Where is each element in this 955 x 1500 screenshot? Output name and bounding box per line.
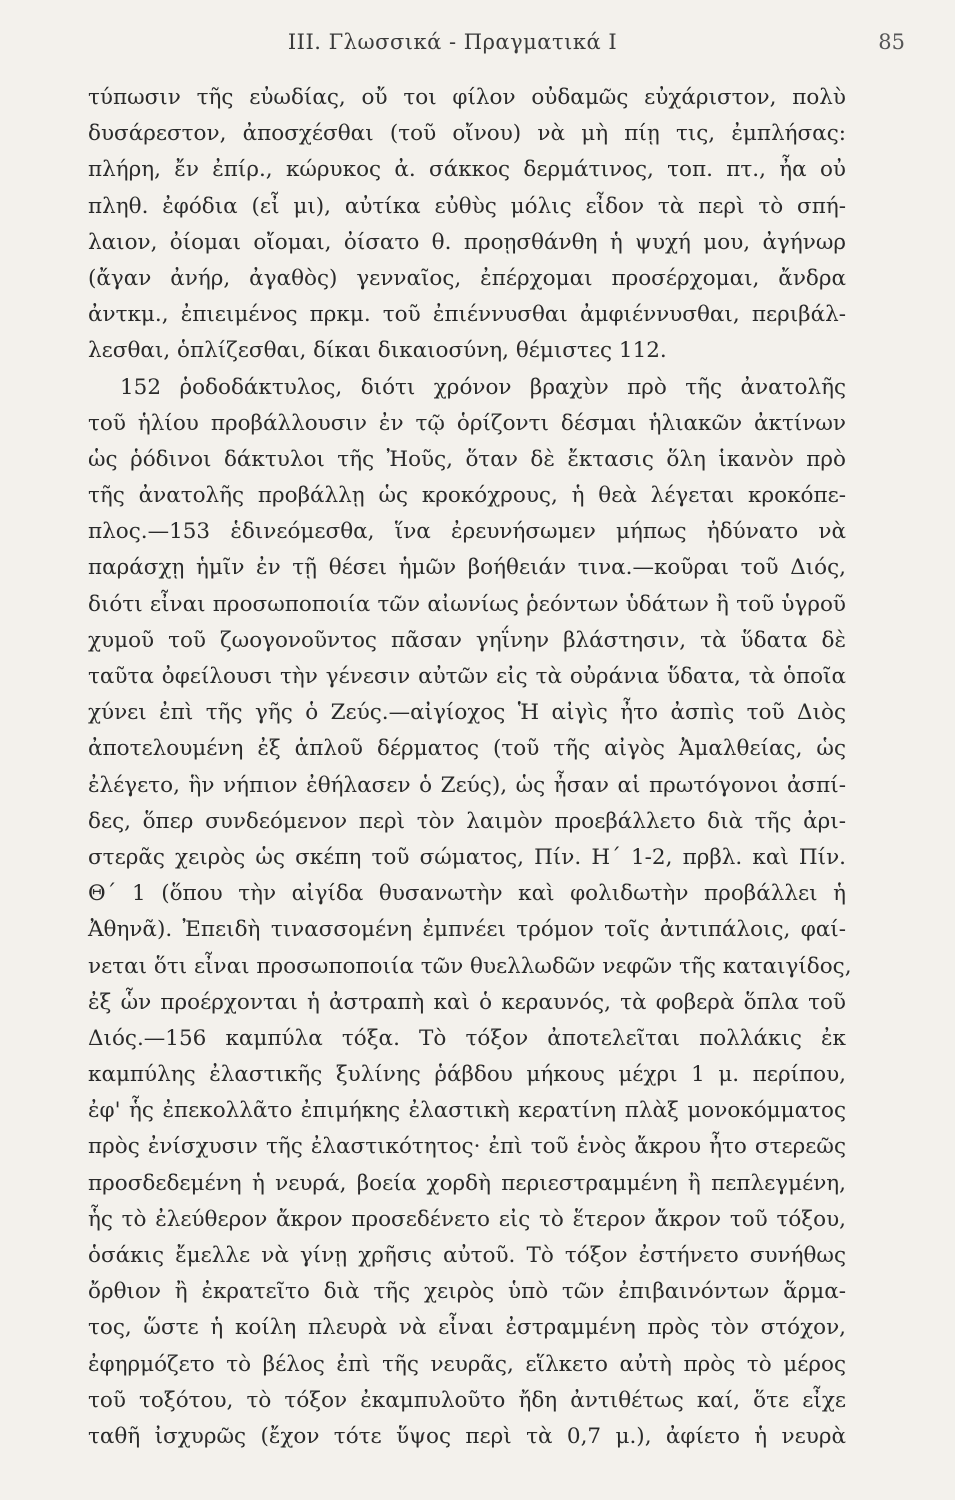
text-line: πρὸς ἐνίσχυσιν τῆς ἐλαστικότητος· ἐπὶ τοῦ ἑνὸς ἄκρου ἦτο στερεῶς (88, 1134, 846, 1160)
text-line: τοῦ τοξότου, τὸ τόξον ἐκαμπυλοῦτο ἤδη ἀντιθέτως καί, ὅτε εἶχε (88, 1387, 846, 1413)
text-line: ἐξ ὧν προέρχονται ἡ ἀστραπὴ καὶ ὁ κεραυνός, τὰ φοβερὰ ὅπλα τοῦ (88, 989, 846, 1015)
text-line: ὡς ῥόδινοι δάκτυλοι τῆς Ἠοῦς, ὅταν δὲ ἔκτασις ὅλη ἱκανὸν πρὸ (88, 446, 846, 472)
text-line: τῆς ἀνατολῆς προβάλλῃ ὡς κροκόχρους, ἡ θεὰ λέγεται κροκόπε- (88, 483, 846, 509)
running-title: ΙΙΙ. Γλωσσικά - Πραγματικά Ι (287, 30, 618, 54)
text-line: Διός.—156 καμπύλα τόξα. Τὸ τόξον ἀποτελεῖται πολλάκις ἐκ (88, 1025, 846, 1051)
text-line: πλος.—153 ἑδινεόμεσθα, ἵνα ἐρευνήσωμεν μήπως ἠδύνατο νὰ (88, 519, 846, 545)
text-line: ταῦτα ὀφείλουσι τὴν γένεσιν αὐτῶν εἰς τὰ οὐράνια ὕδατα, τὰ ὁποῖα (88, 664, 846, 689)
text-line: πλήρη, ἔν ἐπίρ., κώρυκος ἀ. σάκκος δερμάτινος, τοπ. πτ., ἦα οὐ (88, 157, 846, 183)
commentary-text (88, 80, 852, 1455)
text-line: ἐφηρμόζετο τὸ βέλος ἐπὶ τῆς νευρᾶς, εἵλκετο αὐτὴ πρὸς τὸ μέρος (88, 1351, 846, 1377)
text-line: χύνει ἐπὶ τῆς γῆς ὁ Ζεύς.—αἰγίοχος Ἡ αἰγὶς ἦτο ἀσπὶς τοῦ Διὸς (88, 700, 846, 726)
text-line: παράσχῃ ἡμῖν ἐν τῇ θέσει ἡμῶν βοήθειάν τινα.—κοῦραι τοῦ Διός, (88, 555, 846, 581)
page-number: 85 (878, 30, 905, 54)
text-line: 152 ῥοδοδάκτυλος, διότι χρόνον βραχὺν πρὸ τῆς ἀνατολῆς (120, 374, 846, 400)
text-line: ἀντκμ., ἐπιειμένος πρκμ. τοῦ ἐπιέννυσθαι ἀμφιέννυσθαι, περιβάλ- (88, 302, 846, 328)
text-line: ὁσάκις ἔμελλε νὰ γίνῃ χρῆσις αὐτοῦ. Τὸ τόξον ἐστήνετο συνήθως (88, 1243, 846, 1268)
text-line: δυσάρεστον, ἀποσχέσθαι (τοῦ οἴνου) νὰ μὴ πίῃ τις, ἐμπλήσας: (88, 121, 846, 147)
text-line: Ἀθηνᾶ). Ἐπειδὴ τινασσομένη ἐμπνέει τρόμον τοῖς ἀντιπάλοις, φαί- (88, 917, 846, 943)
text-line: ἀποτελουμένη ἐξ ἁπλοῦ δέρματος (τοῦ τῆς αἰγὸς Ἀμαλθείας, ὡς (88, 736, 846, 762)
text-line: πληθ. ἐφόδια (εἶ μι), αὐτίκα εὐθὺς μόλις εἶδον τὰ περὶ τὸ σπή- (88, 193, 846, 219)
text-line: τος, ὥστε ἡ κοίλη πλευρὰ νὰ εἶναι ἐστραμμένη πρὸς τὸν στόχον, (88, 1315, 846, 1341)
text-line: προσδεδεμένη ἡ νευρά, βοεία χορδὴ περιεστραμμένη ἢ πεπλεγμένη, (88, 1170, 846, 1196)
text-line: ὄρθιον ἢ ἐκρατεῖτο διὰ τῆς χειρὸς ὑπὸ τῶν ἐπιβαινόντων ἅρμα- (88, 1279, 846, 1305)
text-line: ταθῆ ἰσχυρῶς (ἔχον τότε ὕψος περὶ τὰ 0,7 μ.), ἀφίετο ἡ νευρὰ (88, 1423, 846, 1449)
text-line: στερᾶς χειρὸς ὡς σκέπη τοῦ σώματος, Πίν. Η΄ 1-2, πρβλ. καὶ Πίν. (88, 844, 846, 870)
text-line: νεται ὅτι εἶναι προσωποποιία τῶν θυελλωδῶν νεφῶν τῆς καταιγίδος, (88, 953, 852, 979)
text-line: Θ΄ 1 (ὅπου τὴν αἰγίδα θυσανωτὴν καὶ φολιδωτὴν προβάλλει ἡ (88, 881, 846, 907)
text-line: λαιον, ὀίομαι οἴομαι, ὀίσατο θ. προῃσθάνθη ἡ ψυχή μου, ἀγήνωρ (88, 229, 846, 255)
text-line: λεσθαι, ὁπλίζεσθαι, δίκαι δικαιοσύνη, θέμιστες 112. (88, 338, 667, 364)
running-header (60, 30, 905, 66)
text-line: τοῦ ἡλίου προβάλλουσιν ἐν τῷ ὁρίζοντι δέσμαι ἡλιακῶν ἀκτίνων (88, 410, 846, 436)
text-line: καμπύλης ἐλαστικῆς ξυλίνης ῥάβδου μήκους μέχρι 1 μ. περίπου, (88, 1062, 846, 1088)
text-line: ἧς τὸ ἐλεύθερον ἄκρον προσεδένετο εἰς τὸ ἕτερον ἄκρον τοῦ τόξου, (88, 1206, 846, 1232)
text-line: δες, ὅπερ συνδεόμενον περὶ τὸν λαιμὸν προεβάλλετο διὰ τῆς ἀρι- (88, 808, 846, 834)
text-line: χυμοῦ τοῦ ζωογονοῦντος πᾶσαν γηΐνην βλάστησιν, τὰ ὕδατα δὲ (88, 627, 846, 653)
text-line: διότι εἶναι προσωποποιία τῶν αἰωνίως ῥεόντων ὑδάτων ἢ τοῦ ὑγροῦ (88, 591, 846, 617)
text-line: ἐλέγετο, ἣν νήπιον ἐθήλασεν ὁ Ζεύς), ὡς ἦσαν αἱ πρωτόγονοι ἀσπί- (88, 772, 846, 798)
text-line: ἐφ' ἧς ἐπεκολλᾶτο ἐπιμήκης ἐλαστικὴ κερατίνη πλὰξ μονοκόμματος (88, 1098, 846, 1124)
text-line: (ἄγαν ἀνήρ, ἀγαθὸς) γενναῖος, ἐπέρχομαι προσέρχομαι, ἄνδρα (88, 265, 846, 291)
text-line: τύπωσιν τῆς εὐωδίας, οὔ τοι φίλον οὐδαμῶς εὐχάριστον, πολὺ (88, 85, 846, 110)
